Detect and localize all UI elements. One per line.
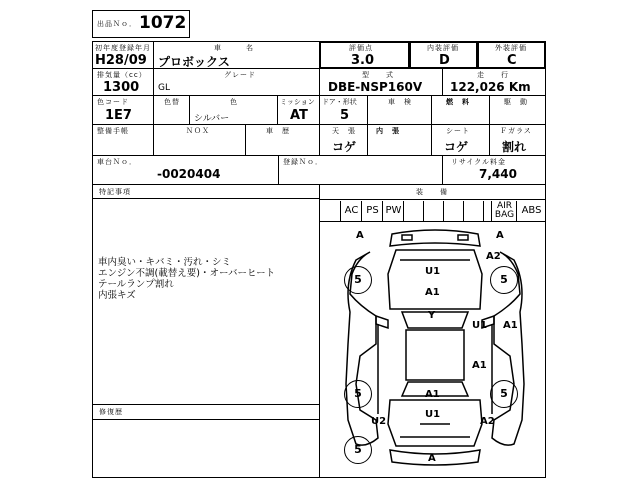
grade-cell xyxy=(153,68,320,96)
seat-label: シート xyxy=(446,127,470,135)
color-type-label: 色替 xyxy=(164,98,180,106)
damage-hood-top: U1 xyxy=(425,266,441,277)
car-name-value: プロボックス xyxy=(158,55,230,69)
doors-cell xyxy=(319,95,368,125)
glass-cell xyxy=(489,124,546,156)
mission-cell xyxy=(277,95,320,125)
doors-value: 5 xyxy=(340,108,350,123)
damage-rear-u: U1 xyxy=(425,409,441,420)
interior-score-value: D xyxy=(439,53,450,68)
note-line: 車内臭い・キバミ・汚れ・シミ xyxy=(98,257,232,268)
recycle-label: リサイクル料金 xyxy=(451,158,507,166)
drive-label: 駆 動 xyxy=(504,98,528,106)
interior-trim-label: 内 張 xyxy=(376,127,400,135)
color-code-cell xyxy=(92,95,154,125)
damage-right-fender: A2 xyxy=(486,251,501,262)
roof-label: 天 張 xyxy=(332,127,356,135)
seat-value: コゲ xyxy=(444,140,469,154)
equipment-blank xyxy=(443,201,464,221)
damage-front-right: A xyxy=(496,230,504,241)
exterior-score-value: C xyxy=(507,53,517,68)
inspection-cell xyxy=(367,95,432,125)
score-value: 3.0 xyxy=(351,53,375,68)
equipment-ps xyxy=(361,201,383,221)
mileage-value: 122,026 Km xyxy=(450,80,531,94)
tire-front-right: 5 xyxy=(490,266,518,294)
equipment-pw-label: PW xyxy=(385,205,402,216)
displacement-cell xyxy=(92,68,154,96)
equipment-airbag-label-2: BAG xyxy=(494,210,515,220)
mileage-label: 走 行 xyxy=(477,71,509,79)
damage-front-left: A xyxy=(356,230,364,241)
first-reg-value: H28/09 xyxy=(95,53,147,68)
lot-number-box xyxy=(92,10,190,38)
equipment-ac xyxy=(340,201,362,221)
mileage-cell xyxy=(442,68,546,96)
equipment-abs xyxy=(516,201,546,221)
chassis-value: -0020404 xyxy=(157,167,221,181)
equipment-airbag-label-1: AIR xyxy=(496,201,513,211)
mission-value: AT xyxy=(290,108,308,123)
exterior-score-label: 外装評価 xyxy=(495,44,527,52)
damage-right-door-u: U1 xyxy=(472,320,488,331)
damage-right-door-a: A1 xyxy=(503,320,518,331)
tire-rear-right: 5 xyxy=(490,380,518,408)
lot-number-value: 1072 xyxy=(139,13,187,33)
notes-section xyxy=(92,184,320,405)
inspection-label: 車 検 xyxy=(388,98,412,106)
nox-label: ＮＯＸ xyxy=(186,127,210,135)
equipment-pw xyxy=(382,201,404,221)
model-label: 型 式 xyxy=(362,71,394,79)
seat-cell xyxy=(431,124,490,156)
chassis-label: 車台Ｎｏ． xyxy=(97,158,137,166)
car-name-label: 車 名 xyxy=(214,44,254,52)
manual-cell xyxy=(92,124,154,156)
note-line: 内張キズ xyxy=(98,290,136,301)
grade-value: GL xyxy=(158,83,170,93)
tire-front-left: 5 xyxy=(344,266,372,294)
damage-bumper: A xyxy=(428,453,436,464)
fuel-cell xyxy=(431,95,490,125)
recycle-value: 7,440 xyxy=(479,167,517,181)
equipment-ps-label: PS xyxy=(366,205,379,216)
color-value: シルバー xyxy=(194,114,230,124)
repair-section xyxy=(92,404,320,478)
interior-score-cell xyxy=(409,41,478,69)
history-label: 車 歴 xyxy=(266,127,290,135)
interior-trim-cell xyxy=(367,124,432,156)
registration-cell xyxy=(278,155,443,185)
roof-value: コゲ xyxy=(332,140,357,154)
equipment-title: 装 備 xyxy=(416,188,448,196)
doors-label: ドア・形状 xyxy=(322,98,357,106)
score-cell xyxy=(319,41,410,69)
note-line: テールランプ割れ xyxy=(98,279,174,290)
recycle-cell xyxy=(442,155,546,185)
color-label: 色 xyxy=(230,98,238,106)
displacement-value: 1300 xyxy=(103,80,140,95)
damage-right-rear: A1 xyxy=(472,360,487,371)
car-name-cell xyxy=(153,41,320,69)
equipment-blank xyxy=(403,201,424,221)
model-cell xyxy=(319,68,443,96)
mission-label: ミッション xyxy=(280,98,315,106)
equipment-blank xyxy=(320,201,340,221)
grade-label: グレード xyxy=(224,71,256,79)
tire-rear-left: 5 xyxy=(344,380,372,408)
score-label: 評価点 xyxy=(349,44,373,52)
drive-cell xyxy=(489,95,546,125)
damage-rear-left: U2 xyxy=(371,416,387,427)
lot-number-label: 出品Ｎｏ． xyxy=(97,20,137,28)
equipment-title-divider xyxy=(320,199,545,200)
note-line: エンジン不調(載替え要)・オーバーヒート xyxy=(98,268,276,279)
interior-score-label: 内装評価 xyxy=(427,44,459,52)
damage-roof: Y xyxy=(428,310,436,321)
notes-title: 特記事項 xyxy=(99,188,131,196)
manual-label: 整備手帳 xyxy=(97,127,129,135)
displacement-label: 排気量（cc） xyxy=(97,71,147,79)
color-code-label: 色コード xyxy=(97,98,129,106)
color-type-cell xyxy=(153,95,190,125)
tire-spare: 5 xyxy=(344,436,372,464)
registration-label: 登録Ｎｏ． xyxy=(283,158,323,166)
fuel-label: 燃 料 xyxy=(446,98,470,106)
glass-label: Ｆガラス xyxy=(500,127,532,135)
equipment-blank xyxy=(423,201,444,221)
equipment-abs-label: ABS xyxy=(521,205,542,216)
damage-rear-right: A2 xyxy=(480,416,495,427)
repair-title: 修復歴 xyxy=(99,408,123,416)
notes-title-divider xyxy=(93,198,319,199)
first-reg-cell xyxy=(92,41,154,69)
nox-cell xyxy=(153,124,246,156)
exterior-score-cell xyxy=(477,41,546,69)
color-cell xyxy=(189,95,278,125)
color-code-value: 1E7 xyxy=(105,108,132,123)
equipment-blank xyxy=(463,201,484,221)
first-reg-label: 初年度登録年月 xyxy=(95,44,151,52)
damage-rear-a: A1 xyxy=(425,389,440,400)
model-value: DBE-NSP160V xyxy=(328,80,423,94)
roof-cell xyxy=(319,124,368,156)
damage-hood-bottom: A1 xyxy=(425,287,440,298)
repair-title-divider xyxy=(93,419,319,420)
history-cell xyxy=(245,124,320,156)
equipment-airbag xyxy=(491,201,517,222)
glass-value: 割れ xyxy=(502,140,527,154)
equipment-ac-label: AC xyxy=(344,205,359,216)
chassis-cell xyxy=(92,155,279,185)
